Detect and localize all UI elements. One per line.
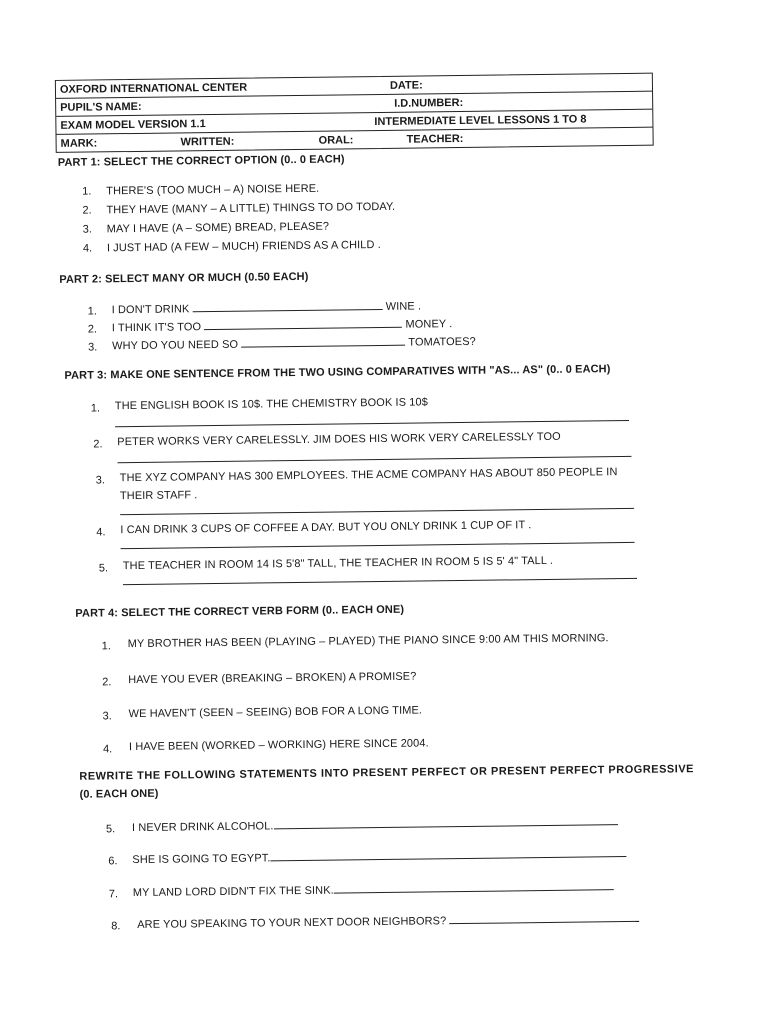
part1-num-2: 2. xyxy=(82,204,92,217)
part2-item-1-post: WINE . xyxy=(385,300,422,313)
date-label: DATE: xyxy=(389,78,423,92)
answer-line[interactable] xyxy=(118,456,632,463)
part2-item-1 xyxy=(112,299,422,316)
rewrite-item-6 xyxy=(132,847,626,866)
part3-title: PART 3: MAKE ONE SENTENCE FROM THE TWO USING COMPARATIVES WITH "AS... AS" (0.. 0 EACH) xyxy=(64,363,611,382)
written-label: WRITTEN: xyxy=(180,135,235,148)
rewrite-item-8-text: ARE YOU SPEAKING TO YOUR NEXT DOOR NEIGHBORS? xyxy=(137,915,447,931)
part2-item-2-post: MONEY . xyxy=(405,318,453,331)
answer-blank[interactable] xyxy=(270,847,626,861)
part1-item-2: THEY HAVE (MANY – A LITTLE) THINGS TO DO TODAY. xyxy=(106,200,396,217)
rewrite-num-5: 5. xyxy=(105,823,116,836)
part3-num-1: 1. xyxy=(90,402,101,415)
part4-num-2: 2. xyxy=(102,676,112,689)
part1-item-3: MAY I HAVE (A – SOME) BREAD, PLEASE? xyxy=(106,220,330,236)
teacher-label: TEACHER: xyxy=(406,132,464,146)
rewrite-item-7 xyxy=(133,880,614,899)
part2-item-1-pre: I DON'T DRINK xyxy=(111,303,190,317)
part1-num-3: 3. xyxy=(82,223,92,236)
part1-num-1: 1. xyxy=(82,185,92,198)
part3-item-1: THE ENGLISH BOOK IS 10$. THE CHEMISTRY BOOK IS 10$ xyxy=(114,396,428,413)
part1-title: PART 1: SELECT THE CORRECT OPTION (0.. 0 EACH) xyxy=(57,153,345,169)
part4-title: PART 4: SELECT THE CORRECT VERB FORM (0.. EACH ONE) xyxy=(75,603,405,620)
answer-line[interactable] xyxy=(121,542,635,549)
rewrite-title-cont: (0. EACH ONE) xyxy=(79,787,159,801)
part1-item-4: I JUST HAD (A FEW – MUCH) FRIENDS AS A CHILD . xyxy=(106,238,381,255)
part3-item-4: I CAN DRINK 3 CUPS OF COFFEE A DAY. BUT YOU ONLY DRINK 1 CUP OF IT . xyxy=(120,519,532,537)
rewrite-num-6: 6. xyxy=(108,855,118,868)
part2-num-2: 2. xyxy=(87,323,98,336)
answer-blank[interactable] xyxy=(241,336,405,348)
part2-title: PART 2: SELECT MANY OR MUCH (0.50 EACH) xyxy=(59,270,309,286)
answer-blank[interactable] xyxy=(192,300,382,312)
answer-blank[interactable] xyxy=(334,880,614,893)
part3-num-4: 4. xyxy=(96,526,106,539)
rewrite-item-8 xyxy=(137,912,639,931)
part4-item-4: I HAVE BEEN (WORKED – WORKING) HERE SINCE 2004. xyxy=(128,737,429,754)
part4-num-3: 3. xyxy=(102,710,112,723)
part4-item-3: WE HAVEN'T (SEEN – SEEING) BOB FOR A LONG TIME. xyxy=(128,704,423,721)
part3-item-3-cont: THEIR STAFF . xyxy=(119,489,198,503)
part3-num-5: 5. xyxy=(98,562,109,575)
part3-item-2: PETER WORKS VERY CARELESSLY. JIM DOES HIS WORK VERY CARELESSLY TOO xyxy=(117,430,561,449)
part2-item-3 xyxy=(112,335,476,352)
part2-num-3: 3. xyxy=(88,341,98,354)
part1-num-4: 4. xyxy=(82,242,93,255)
id-number-label: I.D.NUMBER: xyxy=(394,96,464,110)
rewrite-num-7: 7. xyxy=(108,888,119,901)
pupil-name-label: PUPIL'S NAME: xyxy=(60,100,142,114)
rewrite-num-8: 8. xyxy=(111,920,121,933)
answer-line[interactable] xyxy=(123,578,637,585)
part2-item-3-post: TOMATOES? xyxy=(408,335,476,349)
rewrite-title: REWRITE THE FOLLOWING STATEMENTS INTO PRESENT PERFECT OR PRESENT PERFECT PROGRESSIVE xyxy=(79,763,695,783)
part3-item-3: THE XYZ COMPANY HAS 300 EMPLOYEES. THE ACME COMPANY HAS ABOUT 850 PEOPLE IN xyxy=(119,466,618,485)
mark-label: MARK: xyxy=(60,136,98,150)
part2-item-3-pre: WHY DO YOU NEED SO xyxy=(112,338,239,353)
part2-item-2-pre: I THINK IT'S TOO xyxy=(111,321,202,335)
part4-item-1: MY BROTHER HAS BEEN (PLAYING – PLAYED) THE PIANO SINCE 9:00 AM THIS MORNING. xyxy=(127,632,609,651)
part1-item-1: THERE'S (TOO MUCH – A) NOISE HERE. xyxy=(106,182,320,198)
header-table xyxy=(55,73,654,153)
part3-item-5: THE TEACHER IN ROOM 14 IS 5'8" TALL, THE TEACHER IN ROOM 5 IS 5' 4" TALL . xyxy=(122,554,554,573)
part3-num-3: 3. xyxy=(95,474,106,487)
center-name: OXFORD INTERNATIONAL CENTER xyxy=(59,81,248,96)
answer-blank[interactable] xyxy=(204,318,402,330)
rewrite-item-7-text: MY LAND LORD DIDN'T FIX THE SINK. xyxy=(132,884,334,900)
part2-num-1: 1. xyxy=(87,305,97,318)
rewrite-item-6-text: SHE IS GOING TO EGYPT. xyxy=(132,852,271,867)
part2-item-2 xyxy=(112,317,453,334)
answer-blank[interactable] xyxy=(273,815,617,829)
answer-line[interactable] xyxy=(115,420,629,427)
exam-version: EXAM MODEL VERSION 1.1 xyxy=(60,117,206,132)
rewrite-item-5 xyxy=(132,815,618,834)
oral-label: ORAL: xyxy=(318,133,354,147)
part3-num-2: 2. xyxy=(93,438,103,451)
rewrite-item-5-text: I NEVER DRINK ALCOHOL. xyxy=(131,820,274,835)
answer-blank[interactable] xyxy=(449,912,639,924)
part4-num-1: 1. xyxy=(101,640,112,653)
part4-num-4: 4. xyxy=(102,743,113,756)
level-label: INTERMEDIATE LEVEL LESSONS 1 TO 8 xyxy=(374,112,587,128)
part4-item-2: HAVE YOU EVER (BREAKING – BROKEN) A PROMISE? xyxy=(128,670,417,687)
answer-line[interactable] xyxy=(120,508,634,515)
